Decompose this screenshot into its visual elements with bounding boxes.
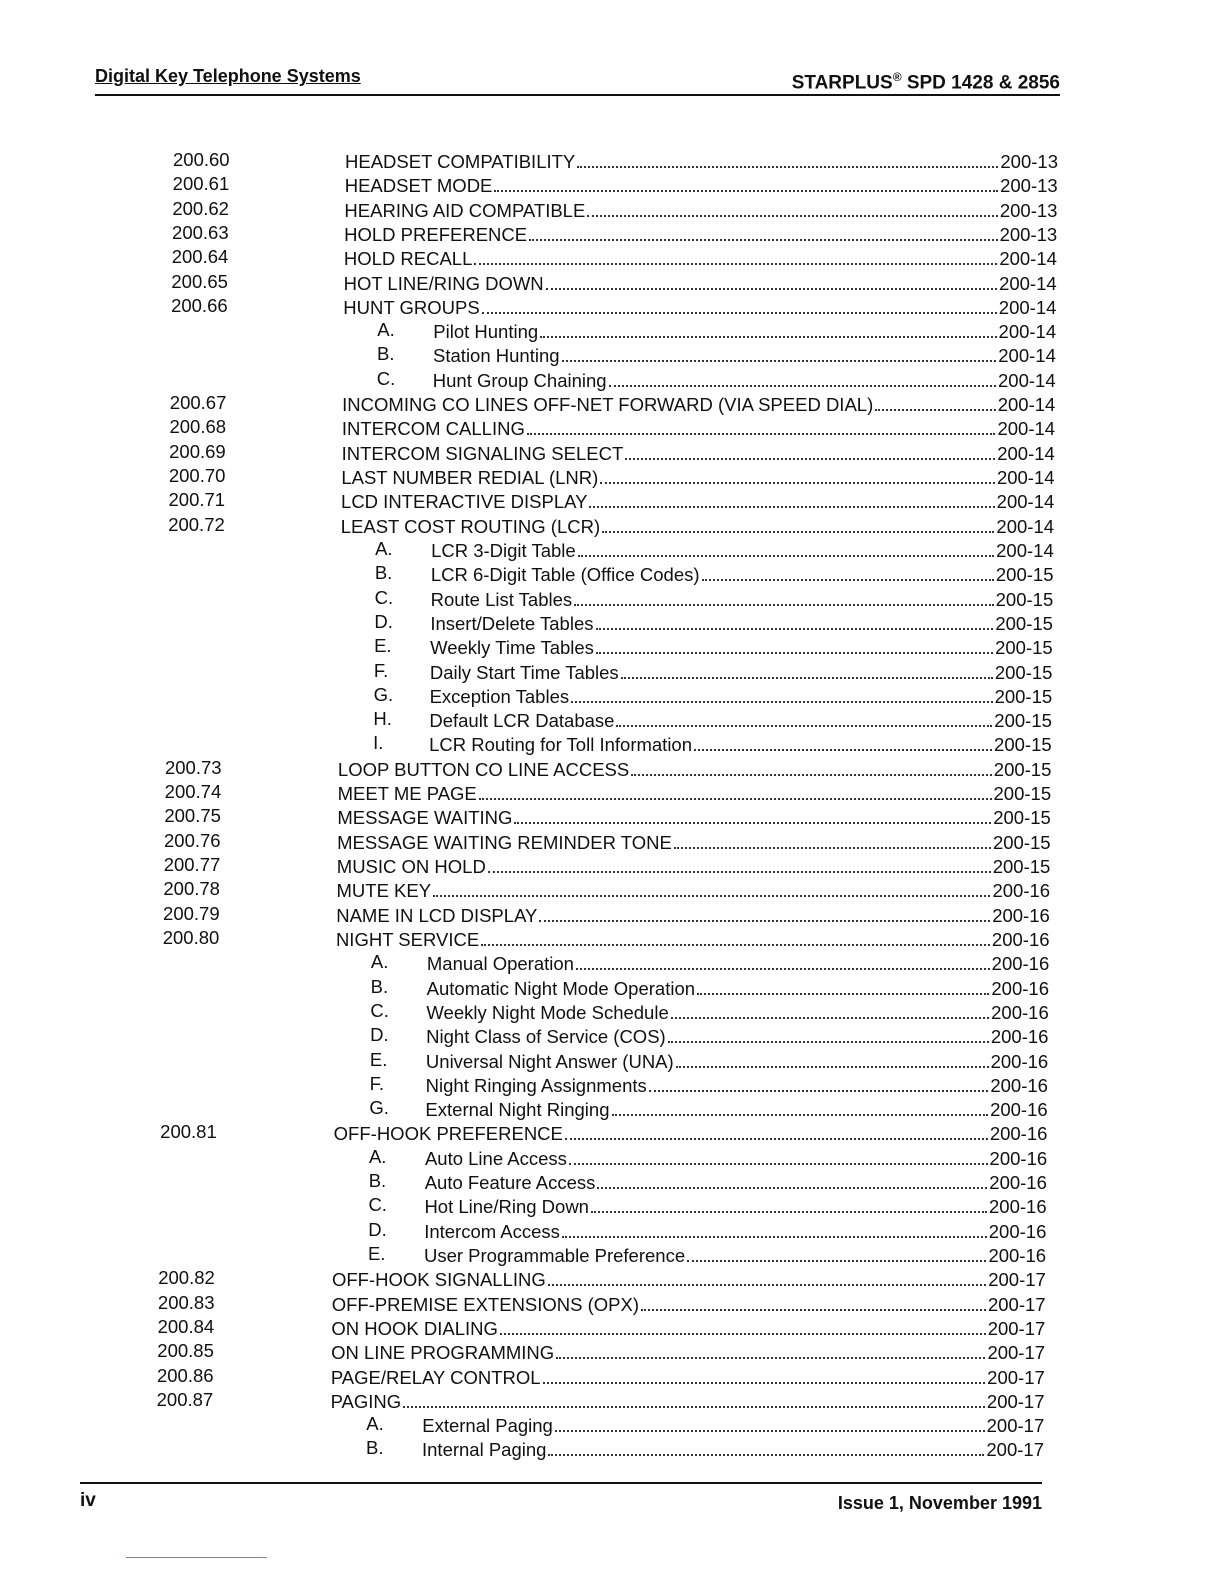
page-reference: 200-16 — [990, 1026, 1049, 1048]
section-number: 200.78 — [163, 878, 220, 900]
dot-leader — [649, 1090, 989, 1092]
subsection-letter: G. — [369, 1097, 389, 1119]
subsection-letter: D. — [368, 1218, 387, 1240]
toc-entry — [0, 221, 1224, 245]
entry-title: Universal Night Answer (UNA) — [425, 1050, 674, 1072]
entry-title: OFF-HOOK PREFERENCE — [333, 1123, 563, 1145]
dot-leader — [631, 774, 992, 776]
section-number: 200.61 — [172, 173, 230, 195]
toc-subentry — [0, 342, 1224, 366]
toc-subentry — [0, 537, 1224, 561]
toc-entry — [0, 926, 1224, 950]
dot-leader — [687, 1260, 986, 1262]
toc-entry — [0, 488, 1224, 512]
toc-entry — [0, 245, 1224, 269]
toc-subentry — [0, 1193, 1224, 1217]
entry-title: INTERCOM SIGNALING SELECT — [341, 442, 624, 464]
dot-leader — [571, 701, 992, 703]
dot-leader — [555, 1430, 985, 1432]
subsection-letter: D. — [374, 610, 393, 632]
subsection-letter: E. — [367, 1243, 386, 1264]
page-reference: 200-16 — [990, 1099, 1048, 1121]
entry-title: Default LCR Database — [429, 710, 615, 732]
toc-subentry — [0, 634, 1224, 658]
scan-artifact-line — [126, 1557, 267, 1558]
page-reference: 200-16 — [991, 977, 1049, 999]
page-reference: 200-14 — [996, 515, 1055, 537]
section-number: 200.72 — [168, 513, 225, 535]
toc-subentry — [0, 999, 1224, 1023]
page-reference: 200-14 — [997, 442, 1055, 464]
entry-title: Hot Line/Ring Down — [424, 1196, 589, 1218]
dot-leader — [548, 1454, 984, 1456]
toc-entry — [0, 197, 1224, 221]
entry-title: MESSAGE WAITING — [337, 807, 513, 829]
toc-subentry — [0, 367, 1224, 391]
page-reference: 200-16 — [990, 1074, 1048, 1096]
dot-leader — [676, 1066, 989, 1068]
dot-leader — [674, 847, 991, 849]
toc-subentry — [0, 586, 1224, 610]
page-reference: 200-15 — [992, 856, 1051, 878]
entry-title: Insert/Delete Tables — [430, 612, 594, 634]
page-reference: 200-15 — [993, 807, 1051, 829]
toc-entry — [0, 1339, 1224, 1363]
page-reference: 200-14 — [999, 272, 1057, 294]
toc-entry — [0, 270, 1224, 294]
section-number: 200.66 — [171, 294, 228, 316]
entry-title: LOOP BUTTON CO LINE ACCESS — [337, 758, 630, 780]
toc-entry — [0, 415, 1224, 439]
toc-entry — [0, 513, 1224, 537]
toc-subentry — [0, 1145, 1224, 1169]
page-reference: 200-14 — [998, 321, 1057, 343]
entry-title: MEET ME PAGE — [337, 783, 477, 805]
page-reference: 200-13 — [1000, 151, 1058, 172]
dot-leader — [481, 944, 990, 946]
page-reference: 200-17 — [986, 1390, 1045, 1412]
toc-entry — [0, 464, 1224, 488]
page-reference: 200-13 — [999, 199, 1058, 221]
dot-leader — [587, 215, 998, 217]
dot-leader — [500, 1333, 986, 1335]
entry-title: Automatic Night Mode Operation — [426, 977, 696, 999]
entry-title: External Night Ringing — [425, 1099, 610, 1121]
dot-leader — [543, 1382, 986, 1384]
dot-leader — [596, 628, 994, 630]
toc-subentry — [0, 1436, 1224, 1460]
toc-subentry — [0, 1096, 1224, 1120]
entry-title: HEADSET COMPATIBILITY — [345, 151, 576, 172]
toc-entry — [0, 1388, 1224, 1412]
toc-subentry — [0, 318, 1224, 342]
page-reference: 200-15 — [993, 758, 1052, 780]
issue-date: Issue 1, November 1991 — [837, 1493, 1042, 1513]
entry-title: ON HOOK DIALING — [331, 1317, 498, 1339]
entry-title: HEARING AID COMPATIBLE — [344, 199, 586, 221]
page-reference: 200-16 — [991, 953, 1050, 975]
page-reference: 200-17 — [986, 1439, 1044, 1461]
section-number: 200.84 — [157, 1315, 215, 1337]
dot-leader — [589, 506, 994, 508]
toc-entry — [0, 756, 1224, 780]
entry-title: MUSIC ON HOLD — [336, 856, 486, 878]
entry-title: LCD INTERACTIVE DISPLAY — [341, 491, 588, 513]
dot-leader — [591, 1211, 987, 1213]
toc-entry — [0, 902, 1224, 926]
page-reference: 200-16 — [990, 1050, 1049, 1072]
entry-title: Night Ringing Assignments — [425, 1074, 647, 1096]
toc-entry — [0, 391, 1224, 415]
entry-title: HOLD RECALL — [343, 248, 473, 270]
page-reference: 200-15 — [992, 831, 1051, 853]
entry-title: LCR Routing for Toll Information — [429, 734, 693, 756]
entry-title: OFF-HOOK SIGNALLING — [331, 1269, 546, 1291]
entry-title: HUNT GROUPS — [343, 296, 480, 318]
entry-title: Manual Operation — [426, 953, 574, 975]
dot-leader — [574, 604, 993, 606]
entry-title: HOLD PREFERENCE — [344, 223, 528, 245]
subsection-letter: F. — [373, 659, 389, 681]
entry-title: HEADSET MODE — [344, 175, 493, 197]
section-number: 200.60 — [173, 149, 230, 170]
dot-leader — [474, 263, 997, 265]
page-reference: 200-14 — [996, 467, 1055, 489]
page-reference: 200-17 — [987, 1317, 1046, 1339]
page-reference: 200-14 — [996, 491, 1055, 513]
entry-title: User Programmable Preference — [423, 1245, 686, 1266]
entry-title: MUTE KEY — [336, 880, 432, 902]
page-reference: 200-15 — [994, 734, 1052, 756]
subsection-letter: A. — [370, 951, 389, 973]
toc-subentry — [0, 950, 1224, 974]
dot-leader — [529, 239, 997, 241]
subsection-letter: G. — [373, 683, 394, 705]
dot-leader — [556, 1357, 985, 1359]
section-number: 200.87 — [156, 1388, 214, 1410]
section-number: 200.62 — [172, 197, 229, 219]
dot-leader — [612, 1114, 989, 1116]
entry-title: External Paging — [422, 1415, 553, 1437]
section-number: 200.68 — [169, 416, 227, 438]
subsection-letter: B. — [368, 1170, 387, 1192]
toc-entry — [0, 853, 1224, 877]
subsection-letter: E. — [374, 635, 392, 657]
entry-title: Daily Start Time Tables — [429, 661, 619, 683]
page-reference: 200-15 — [994, 661, 1053, 683]
toc-entry — [0, 294, 1224, 318]
toc-entry — [0, 1315, 1224, 1339]
toc-subentry — [0, 707, 1224, 731]
page-reference: 200-13 — [999, 223, 1058, 245]
entry-title: Auto Feature Access — [424, 1172, 596, 1194]
section-number: 200.83 — [157, 1291, 215, 1313]
page-reference: 200-14 — [999, 248, 1057, 270]
entry-title: Night Class of Service (COS) — [426, 1026, 666, 1048]
toc-subentry — [0, 1023, 1224, 1047]
entry-title: Auto Line Access — [424, 1147, 567, 1169]
page-reference: 200-15 — [994, 710, 1052, 732]
dot-leader — [616, 725, 992, 727]
entry-title: Internal Paging — [422, 1439, 547, 1461]
entry-title: Route List Tables — [430, 588, 573, 610]
page-reference: 200-14 — [997, 418, 1056, 440]
page-number: iv — [80, 1490, 96, 1511]
section-number: 200.70 — [168, 465, 226, 487]
page-reference: 200-16 — [988, 1220, 1047, 1242]
toc-subentry — [0, 1072, 1224, 1096]
subsection-letter: C. — [374, 586, 394, 608]
dot-leader — [562, 360, 997, 362]
toc-subentry — [0, 1218, 1224, 1242]
entry-title: LEAST COST ROUTING (LCR) — [340, 515, 601, 537]
section-number: 200.82 — [158, 1267, 215, 1289]
entry-title: Station Hunting — [433, 345, 560, 367]
header-registered-mark: ® — [892, 70, 902, 84]
toc-subentry — [0, 731, 1224, 755]
dot-leader — [488, 871, 991, 873]
page-reference: 200-16 — [991, 1001, 1049, 1023]
section-number: 200.74 — [164, 781, 222, 803]
page-reference: 200-17 — [988, 1269, 1046, 1291]
dot-leader — [668, 1041, 989, 1043]
section-number: 200.64 — [171, 246, 229, 268]
dot-leader — [602, 531, 994, 533]
subsection-letter: C. — [368, 1194, 387, 1216]
subsection-letter: C. — [370, 999, 389, 1021]
dot-leader — [621, 677, 993, 679]
entry-title: Exception Tables — [429, 685, 570, 707]
dot-leader — [514, 822, 991, 824]
toc-subentry — [0, 1242, 1224, 1266]
page-reference: 200-16 — [992, 880, 1051, 902]
entry-title: NIGHT SERVICE — [335, 928, 480, 950]
toc-entry — [0, 829, 1224, 853]
toc-entry — [0, 172, 1224, 196]
section-number: 200.86 — [156, 1364, 214, 1386]
dot-leader — [548, 1284, 986, 1286]
subsection-letter: E. — [369, 1048, 388, 1070]
dot-leader — [565, 1138, 988, 1140]
page-reference: 200-15 — [995, 564, 1054, 586]
subsection-letter: B. — [374, 562, 393, 584]
dot-leader — [641, 1309, 986, 1311]
dot-leader — [479, 798, 992, 800]
subsection-letter: A. — [368, 1145, 387, 1167]
page-reference: 200-16 — [989, 1147, 1048, 1169]
entry-title: OFF-PREMISE EXTENSIONS (OPX) — [331, 1293, 640, 1315]
dot-leader — [671, 1017, 989, 1019]
page-reference: 200-16 — [989, 1196, 1047, 1218]
subsection-letter: B. — [377, 343, 395, 365]
page-reference: 200-17 — [986, 1415, 1045, 1437]
subsection-letter: A. — [375, 537, 393, 559]
dot-leader — [527, 433, 996, 435]
dot-leader — [578, 555, 994, 557]
entry-title: NAME IN LCD DISPLAY — [336, 904, 538, 926]
toc-entry — [0, 804, 1224, 828]
page-reference: 200-15 — [995, 637, 1053, 659]
dot-leader — [597, 1187, 987, 1189]
entry-title: PAGE/RELAY CONTROL — [330, 1366, 541, 1388]
entry-title: Pilot Hunting — [433, 321, 539, 343]
page-reference: 200-14 — [998, 345, 1056, 367]
entry-title: INCOMING CO LINES OFF-NET FORWARD (VIA SPEED DIAL) — [342, 394, 874, 416]
toc-subentry — [0, 1412, 1224, 1436]
page-reference: 200-16 — [991, 928, 1050, 950]
page-reference: 200-15 — [995, 612, 1053, 634]
header-product — [792, 70, 1060, 94]
dot-leader — [694, 749, 992, 751]
page-reference: 200-15 — [994, 685, 1053, 707]
subsection-letter: C. — [376, 367, 396, 389]
page-reference: 200-14 — [997, 394, 1056, 416]
toc-entry — [0, 148, 1224, 172]
toc-subentry — [0, 659, 1224, 683]
entry-title: LAST NUMBER REDIAL (LNR) — [341, 467, 599, 489]
dot-leader — [600, 482, 995, 484]
toc-subentry — [0, 975, 1224, 999]
entry-title: LCR 3-Digit Table — [431, 539, 576, 561]
page-reference: 200-16 — [989, 1172, 1047, 1194]
subsection-letter: D. — [370, 1024, 389, 1046]
subsection-letter: B. — [366, 1437, 384, 1459]
entry-title: Intercom Access — [424, 1220, 560, 1242]
toc-entry — [0, 1266, 1224, 1290]
dot-leader — [562, 1236, 987, 1238]
entry-title: MESSAGE WAITING REMINDER TONE — [337, 831, 672, 853]
section-number: 200.85 — [157, 1340, 214, 1362]
toc-subentry — [0, 610, 1224, 634]
dot-leader — [697, 993, 989, 995]
section-number: 200.75 — [164, 805, 221, 827]
toc-subentry — [0, 561, 1224, 585]
header-title: Digital Key Telephone Systems — [95, 66, 361, 86]
page-reference: 200-15 — [993, 783, 1052, 805]
page-reference: 200-17 — [987, 1342, 1046, 1364]
section-number: 200.81 — [160, 1121, 217, 1143]
subsection-letter: B. — [370, 975, 389, 997]
page-header — [95, 64, 1060, 96]
section-number: 200.67 — [169, 392, 227, 414]
page-reference: 200-16 — [989, 1123, 1048, 1145]
toc-entry — [0, 440, 1224, 464]
section-number: 200.73 — [164, 756, 222, 778]
dot-leader — [539, 920, 990, 922]
page-reference: 200-14 — [996, 539, 1054, 561]
subsection-letter: H. — [373, 708, 392, 730]
dot-leader — [609, 385, 996, 387]
dot-leader — [625, 458, 995, 460]
page-reference: 200-14 — [998, 296, 1057, 318]
subsection-letter: A. — [366, 1413, 384, 1435]
entry-title: Hunt Group Chaining — [432, 369, 607, 391]
toc-entry — [0, 780, 1224, 804]
entry-title: PAGING — [330, 1390, 402, 1412]
dot-leader — [546, 288, 997, 290]
entry-title: ON LINE PROGRAMMING — [331, 1342, 555, 1364]
dot-leader — [596, 652, 993, 654]
section-number: 200.65 — [171, 270, 228, 292]
section-number: 200.76 — [164, 829, 221, 851]
page-reference: 200-17 — [987, 1293, 1046, 1315]
entry-title: INTERCOM CALLING — [341, 418, 525, 440]
section-number: 200.79 — [163, 902, 220, 924]
toc-subentry — [0, 683, 1224, 707]
section-number: 200.77 — [163, 854, 221, 876]
page-reference: 200-16 — [988, 1245, 1047, 1266]
toc-subentry — [0, 1169, 1224, 1193]
page-reference: 200-15 — [995, 588, 1054, 610]
toc-entry — [0, 1120, 1224, 1144]
dot-leader — [577, 166, 998, 168]
subsection-letter: A. — [377, 319, 395, 341]
page-reference: 200-17 — [987, 1366, 1045, 1388]
toc-entry — [0, 877, 1224, 901]
section-number: 200.80 — [162, 926, 220, 948]
toc-entry — [0, 1291, 1224, 1315]
toc-entry — [0, 1364, 1224, 1388]
header-brand: STARPLUS — [791, 72, 893, 94]
entry-title: LCR 6-Digit Table (Office Codes) — [430, 564, 700, 586]
section-number: 200.71 — [168, 489, 226, 511]
entry-title: Weekly Time Tables — [430, 637, 594, 659]
dot-leader — [875, 409, 995, 411]
page-reference: 200-16 — [992, 904, 1050, 926]
entry-title: Weekly Night Mode Schedule — [426, 1001, 669, 1023]
dot-leader — [576, 968, 990, 970]
toc-subentry — [0, 1048, 1224, 1072]
subsection-letter: F. — [369, 1072, 385, 1094]
dot-leader — [403, 1406, 985, 1408]
section-number: 200.69 — [169, 440, 226, 462]
page-reference: 200-13 — [1000, 175, 1058, 197]
dot-leader — [433, 895, 990, 897]
dot-leader — [540, 336, 996, 338]
page-reference: 200-14 — [998, 369, 1056, 391]
entry-title: HOT LINE/RING DOWN — [343, 272, 544, 294]
page-footer — [80, 1482, 1042, 1514]
dot-leader — [702, 579, 994, 581]
dot-leader — [494, 190, 998, 192]
subsection-letter: I. — [373, 732, 384, 754]
dot-leader — [569, 1163, 988, 1165]
dot-leader — [482, 312, 997, 314]
section-number: 200.63 — [172, 221, 229, 243]
header-model: SPD 1428 & 2856 — [906, 72, 1060, 94]
